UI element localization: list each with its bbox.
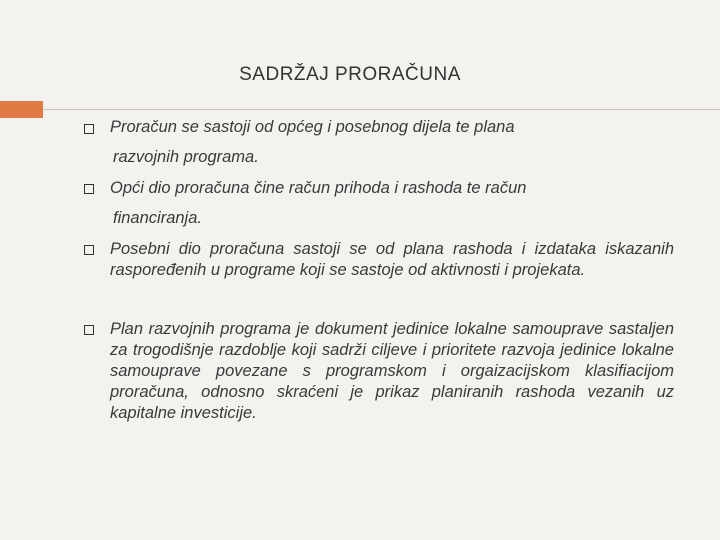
bullet-2-line-2: financiranja. — [113, 209, 202, 227]
square-bullet-icon — [84, 124, 94, 134]
bullet-1-line-1: Proračun se sastoji od općeg i posebnog dijela te plana — [110, 118, 515, 136]
square-bullet-icon — [84, 245, 94, 255]
bullet-1-line-2: razvojnih programa. — [113, 148, 259, 166]
square-bullet-icon — [84, 325, 94, 335]
bullet-3-text: Posebni dio proračuna sastoji se od plana rashoda i izdataka iskazanih raspoređenih u programe koji se sastoje od aktivnosti i projekata. — [110, 240, 674, 279]
accent-bar — [0, 101, 43, 118]
bullet-2-line-1: Opći dio proračuna čine račun prihoda i rashoda te račun — [110, 179, 527, 197]
title-divider — [43, 109, 720, 110]
square-bullet-icon — [84, 184, 94, 194]
slide-title: SADRŽAJ PRORAČUNA — [239, 64, 461, 85]
bullet-4-text: Plan razvojnih programa je dokument jedinice lokalne samouprave sastaljen za trogodišnje razdoblje koji sadrži ciljeve i prioritete razvoja jedinice lokalne samouprave povezane s programskom i orgaizacijskom klasifiacijom proračuna, odnosno skraćeni je prikaz planiranih rashoda vezanih uz kapitalne investicije. — [110, 320, 674, 422]
